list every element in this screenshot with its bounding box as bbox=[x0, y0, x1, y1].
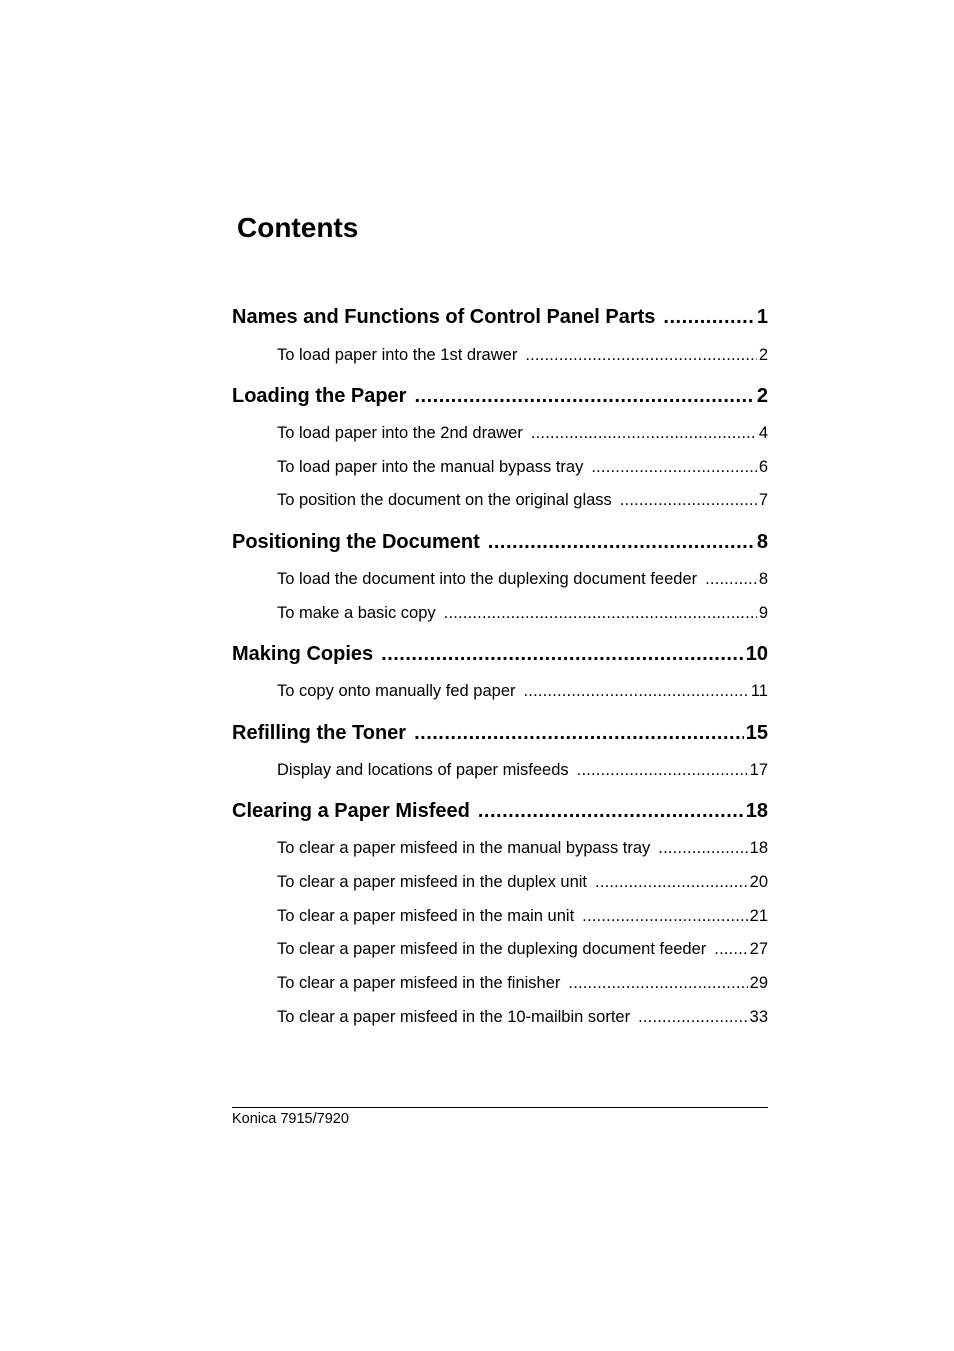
toc-subentry-label: To load paper into the manual bypass tray bbox=[277, 458, 584, 476]
toc-entry-page: 8 bbox=[756, 531, 768, 553]
toc-leader-dots bbox=[414, 382, 754, 410]
toc-subentry[interactable] bbox=[277, 937, 768, 961]
toc-leader-dots bbox=[488, 528, 755, 556]
toc-subentry-page: 20 bbox=[749, 873, 768, 891]
toc-entry[interactable] bbox=[232, 303, 768, 331]
toc-subentry-label: To clear a paper misfeed in the finisher bbox=[277, 974, 561, 992]
toc-leader-dots bbox=[414, 719, 744, 747]
toc-entry-page: 10 bbox=[745, 643, 768, 665]
toc-subentry-page: 7 bbox=[758, 491, 768, 509]
footer-divider bbox=[232, 1107, 768, 1108]
toc-entry-label: Refilling the Toner bbox=[232, 722, 407, 744]
toc-subentry-label: To position the document on the original glass bbox=[277, 491, 612, 509]
toc-subentry-label: To clear a paper misfeed in the duplexing document feeder bbox=[277, 940, 707, 958]
toc-entry-label: Loading the Paper bbox=[232, 385, 407, 407]
toc-leader-dots bbox=[658, 836, 747, 860]
toc-entry-page: 1 bbox=[756, 306, 768, 328]
toc-subentry[interactable] bbox=[277, 343, 768, 367]
page-title: Contents bbox=[237, 212, 359, 243]
toc-subentry-page: 8 bbox=[758, 570, 768, 588]
toc-leader-dots bbox=[381, 640, 744, 668]
toc-subentry-page: 11 bbox=[750, 682, 768, 700]
toc-leader-dots bbox=[595, 870, 748, 894]
toc-entry[interactable] bbox=[232, 528, 768, 556]
toc-leader-dots bbox=[568, 971, 747, 995]
toc-subentry-label: To load the document into the duplexing document feeder bbox=[277, 570, 698, 588]
toc-subentry[interactable] bbox=[277, 455, 768, 479]
toc-entry-page: 15 bbox=[745, 722, 768, 744]
toc-entry-page: 2 bbox=[756, 385, 768, 407]
toc-subentry-page: 27 bbox=[749, 940, 768, 958]
toc-entry-label: Positioning the Document bbox=[232, 531, 480, 553]
toc-subentry-page: 2 bbox=[758, 346, 768, 364]
toc-entry-label: Names and Functions of Control Panel Parts bbox=[232, 306, 656, 328]
toc-subentry[interactable] bbox=[277, 836, 768, 860]
toc-subentry-label: To copy onto manually fed paper bbox=[277, 682, 516, 700]
toc-leader-dots bbox=[638, 1005, 748, 1029]
toc-subentry[interactable] bbox=[277, 904, 768, 928]
toc-subentry-label: To clear a paper misfeed in the manual bypass tray bbox=[277, 839, 651, 857]
toc-subentry[interactable] bbox=[277, 567, 768, 591]
toc-subentry-page: 17 bbox=[749, 761, 768, 779]
toc-subentry-label: To make a basic copy bbox=[277, 604, 436, 622]
toc-entry[interactable] bbox=[232, 640, 768, 668]
toc-leader-dots bbox=[591, 455, 756, 479]
toc-leader-dots bbox=[620, 488, 757, 512]
toc-subentry-page: 9 bbox=[758, 604, 768, 622]
toc-entry[interactable] bbox=[232, 797, 768, 825]
toc-subentry-page: 29 bbox=[749, 974, 768, 992]
toc-leader-dots bbox=[663, 303, 754, 331]
toc-leader-dots bbox=[577, 758, 748, 782]
toc-subentry-page: 21 bbox=[749, 907, 768, 925]
toc-subentry[interactable] bbox=[277, 758, 768, 782]
toc-leader-dots bbox=[531, 421, 757, 445]
toc-entry-label: Making Copies bbox=[232, 643, 374, 665]
toc-entry-label: Clearing a Paper Misfeed bbox=[232, 800, 470, 822]
toc-subentry[interactable] bbox=[277, 601, 768, 625]
toc-subentry-label: To clear a paper misfeed in the 10-mailbin sorter bbox=[277, 1008, 631, 1026]
footer-product-name: Konica 7915/7920 bbox=[232, 1111, 349, 1127]
toc-subentry[interactable] bbox=[277, 488, 768, 512]
toc-subentry-label: Display and locations of paper misfeeds bbox=[277, 761, 569, 779]
toc-subentry-label: To clear a paper misfeed in the main unit bbox=[277, 907, 575, 925]
toc-subentry-label: To load paper into the 2nd drawer bbox=[277, 424, 523, 442]
toc-leader-dots bbox=[444, 601, 757, 625]
toc-entry[interactable] bbox=[232, 382, 768, 410]
toc-subentry-page: 4 bbox=[758, 424, 768, 442]
toc-subentry-page: 33 bbox=[749, 1008, 768, 1026]
toc-subentry[interactable] bbox=[277, 1005, 768, 1029]
toc-subentry[interactable] bbox=[277, 870, 768, 894]
toc-subentry[interactable] bbox=[277, 971, 768, 995]
toc-subentry[interactable] bbox=[277, 679, 768, 703]
toc-leader-dots bbox=[524, 679, 749, 703]
toc-subentry-label: To clear a paper misfeed in the duplex unit bbox=[277, 873, 588, 891]
toc-entry-page: 18 bbox=[745, 800, 768, 822]
toc-leader-dots bbox=[714, 937, 747, 961]
toc-leader-dots bbox=[478, 797, 744, 825]
toc-leader-dots bbox=[525, 343, 756, 367]
toc-subentry-page: 6 bbox=[758, 458, 768, 476]
toc-leader-dots bbox=[582, 904, 747, 928]
toc-subentry[interactable] bbox=[277, 421, 768, 445]
toc-subentry-page: 18 bbox=[749, 839, 768, 857]
toc-leader-dots bbox=[705, 567, 757, 591]
toc-subentry-label: To load paper into the 1st drawer bbox=[277, 346, 518, 364]
toc-entry[interactable] bbox=[232, 719, 768, 747]
